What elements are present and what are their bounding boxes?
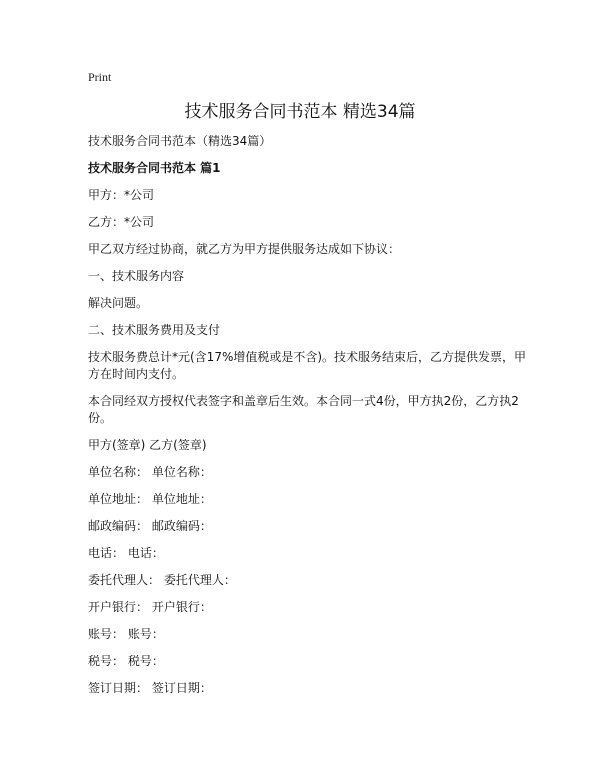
effectiveness-text: 本合同经双方授权代表签字和盖章后生效。本合同一式4份，甲方执2份，乙方执2份。 [88,394,519,425]
field-bank: 开户银行： 开户银行： [88,600,212,614]
party-a-line: 甲方：*公司 [88,188,155,202]
document-subtitle: 技术服务合同书范本（精选34篇） [88,134,272,148]
document-body [88,133,528,707]
field-company-name: 单位名称： 单位名称： [88,465,212,479]
field-phone: 电话： 电话： [88,546,164,560]
field-company-address: 单位地址： 单位地址： [88,492,212,506]
section-heading: 技术服务合同书范本 篇1 [88,161,221,175]
field-postal-code: 邮政编码： 邮政编码： [88,519,212,533]
print-label: Print [88,70,112,84]
service-content-text: 解决问题。 [88,296,149,310]
clause-heading-fees: 二、技术服务费用及支付 [88,323,221,337]
field-tax-id: 税号： 税号： [88,654,164,668]
fees-text: 技术服务费总计*元(含17%增值税或是不含)。技术服务结束后，乙方提供发票，甲方在时间内支付。 [88,350,527,381]
signature-line: 甲方(签章) 乙方(签章) [88,438,207,452]
field-agent: 委托代理人： 委托代理人： [88,573,236,587]
party-b-line: 乙方：*公司 [88,215,155,229]
field-sign-date: 签订日期： 签订日期： [88,681,212,695]
clause-heading-service-content: 一、技术服务内容 [88,269,185,283]
agreement-intro: 甲乙双方经过协商，就乙方为甲方提供服务达成如下协议： [88,242,401,256]
field-account: 账号： 账号： [88,627,164,641]
document-title: 技术服务合同书范本 精选34篇 [184,102,416,122]
